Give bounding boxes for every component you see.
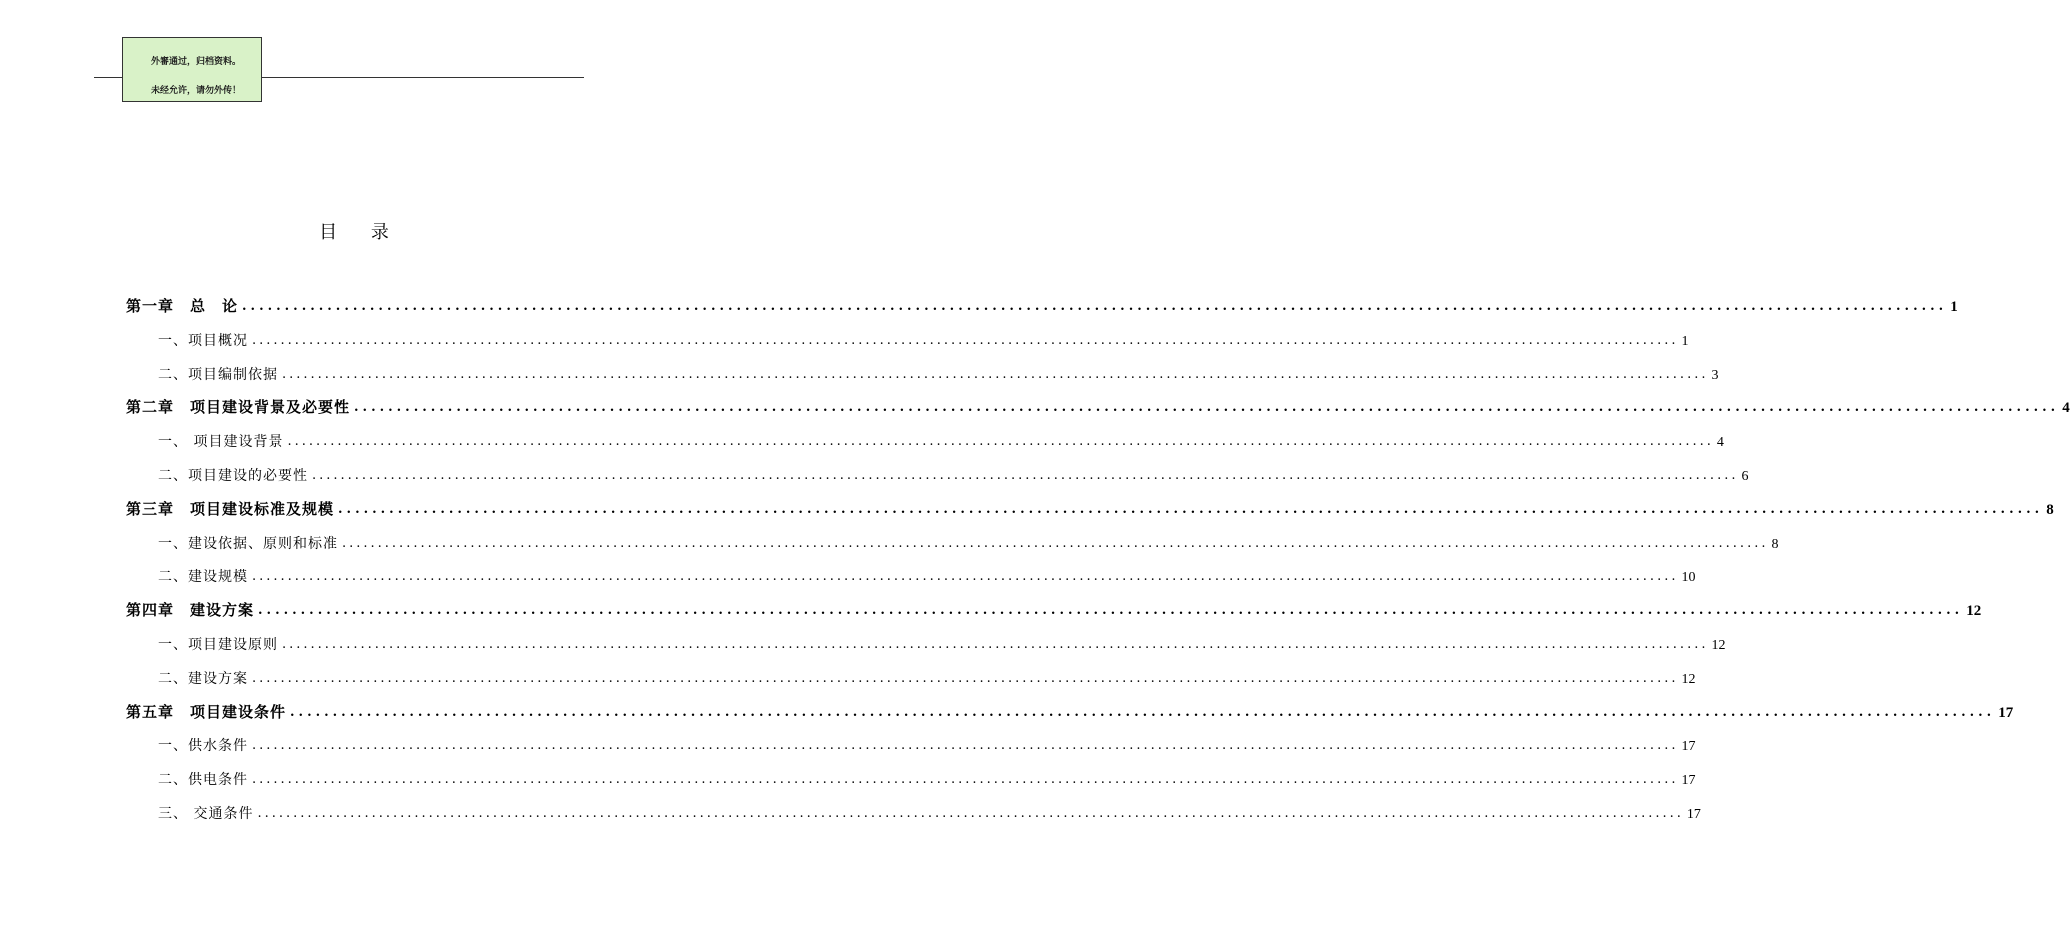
toc-entry-label: 一、项目建设原则: [158, 637, 278, 653]
toc-chapter-entry[interactable]: [126, 292, 1958, 316]
toc-page-number: 8: [2046, 501, 2054, 518]
toc-entry-label: 二、建设规模: [158, 569, 248, 586]
toc-entry-label: 一、 项目建设背景: [158, 434, 284, 451]
toc-entry-label: 二、项目建设的必要性: [158, 468, 308, 484]
toc-leader-dots: ........................................................................................................................................................................................................: [252, 332, 1679, 348]
toc-chapter-entry[interactable]: [126, 698, 2014, 722]
toc-page-number: 3: [1711, 367, 1719, 383]
toc-entry-label: 三、 交通条件: [158, 806, 254, 822]
toc-leader-dots: ........................................................................................................................................................................................................: [252, 772, 1679, 788]
toc-page-number: 12: [1711, 638, 1726, 653]
toc-leader-dots: ........................................................................................................................................................................................................: [282, 366, 1709, 382]
toc-page-number: 1: [1681, 333, 1689, 349]
toc-leader-dots: ........................................................................................................................................................................................................: [282, 637, 1709, 652]
toc-section-entry[interactable]: [126, 765, 1696, 789]
toc-entry-label: 第二章 项目建设背景及必要性: [126, 398, 351, 417]
toc-page-number: 12: [1681, 671, 1696, 687]
toc-page-number: 17: [1686, 807, 1701, 822]
toc-entry-label: 第一章 总 论: [126, 297, 239, 315]
toc-page-number: 17: [1998, 704, 2014, 721]
toc-leader-dots: ........................................................................................................................................................................................................: [342, 535, 1769, 551]
stamp-line-1: 外審通过，归档资料。: [151, 57, 242, 67]
toc-entry-label: 二、项目编制依据: [158, 366, 278, 383]
toc-leader-dots: ........................................................................................................................................................................................................: [252, 569, 1679, 585]
toc-page-number: 4: [1716, 435, 1724, 451]
confidential-stamp: [122, 37, 262, 102]
toc-leader-dots: ........................................................................................................................................................................................................: [354, 400, 2060, 416]
toc-entry-label: 第五章 项目建设条件: [126, 702, 287, 721]
toc-entry-label: 一、供水条件: [158, 738, 248, 755]
toc-page-number: 12: [1966, 603, 1982, 620]
toc-entry-label: 二、建设方案: [158, 670, 248, 687]
toc-leader-dots: ........................................................................................................................................................................................................: [290, 704, 1996, 720]
toc-page-number: 8: [1771, 536, 1779, 552]
toc-leader-dots: ........................................................................................................................................................................................................: [258, 603, 1964, 619]
toc-page-number: 17: [1681, 739, 1696, 755]
toc-page-number: 1: [1950, 299, 1958, 315]
toc-leader-dots: ........................................................................................................................................................................................................: [257, 806, 1684, 821]
toc-section-entry[interactable]: [126, 461, 1749, 485]
toc-section-entry[interactable]: [126, 360, 1719, 384]
toc-section-entry[interactable]: [126, 562, 1696, 586]
toc-section-entry[interactable]: [126, 731, 1696, 755]
toc-page-number: 4: [2062, 400, 2070, 417]
toc-section-entry[interactable]: [126, 326, 1689, 350]
toc-leader-dots: ........................................................................................................................................................................................................: [287, 434, 1714, 450]
toc-page-number: 17: [1681, 773, 1696, 789]
toc-leader-dots: ........................................................................................................................................................................................................: [242, 299, 1948, 314]
toc-chapter-entry[interactable]: [126, 495, 2054, 519]
page-title: 目 录: [319, 222, 403, 243]
toc-leader-dots: ........................................................................................................................................................................................................: [252, 670, 1679, 686]
toc-chapter-entry[interactable]: [126, 596, 1982, 620]
toc-entry-label: 第四章 建设方案: [126, 601, 255, 620]
toc-leader-dots: ........................................................................................................................................................................................................: [252, 738, 1679, 754]
toc-section-entry[interactable]: [126, 664, 1696, 688]
toc-entry-label: 二、供电条件: [158, 772, 248, 789]
toc-section-entry[interactable]: [126, 630, 1726, 654]
toc-leader-dots: ........................................................................................................................................................................................................: [312, 468, 1739, 483]
toc-entry-label: 第三章 项目建设标准及规模: [126, 499, 335, 518]
toc-page-number: 6: [1741, 469, 1749, 484]
toc-page-number: 10: [1681, 570, 1696, 586]
toc-section-entry[interactable]: [126, 799, 1701, 823]
toc-entry-label: 一、项目概况: [158, 332, 248, 349]
toc-entry-label: 一、建设依据、原则和标准: [158, 535, 338, 552]
toc-leader-dots: ........................................................................................................................................................................................................: [338, 501, 2044, 517]
toc-chapter-entry[interactable]: [126, 393, 2070, 417]
toc-section-entry[interactable]: [126, 427, 1724, 451]
stamp-line-2: 未经允许，请勿外传！: [151, 86, 242, 96]
toc-section-entry[interactable]: [126, 529, 1779, 553]
